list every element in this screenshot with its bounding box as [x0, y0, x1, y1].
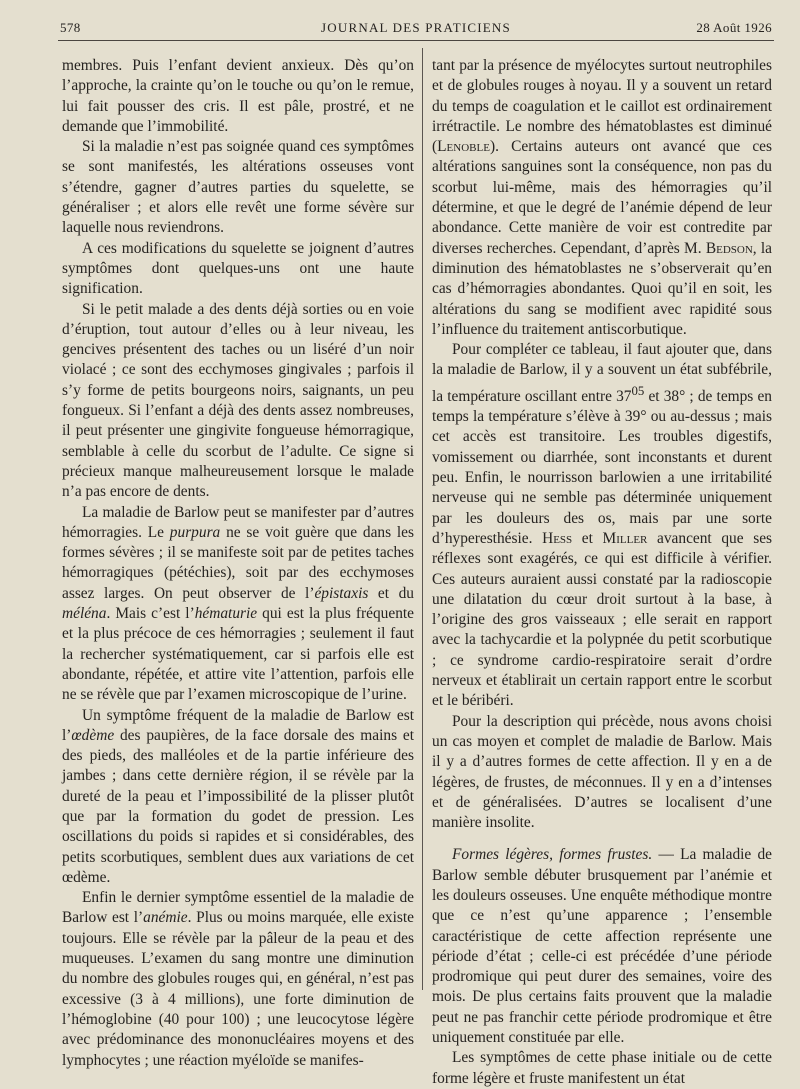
- emphasis-term: hématurie: [194, 605, 258, 623]
- emphasis-term: méléna: [62, 605, 107, 623]
- author-name: Miller: [602, 529, 648, 547]
- author-name: Hess: [542, 529, 573, 547]
- right-column: [432, 56, 772, 1089]
- text-run: Un symptôme fréquent de la maladie de Barlow est l’: [62, 706, 414, 744]
- text-run: avancent que ses réflexes sont exagérés, ce qui est difficile à vérifier. Ces auteurs auraient aussi constaté par la radioscopie une dilatation du cœur droit surtout à la base, à l’origine des gros vaisseaux ; elle serait en rapport avec la tachycardie et la polypnée du petit scorbutique ; ce syndrome cardio-respiratoire serait d’ordre nerveux et établirait un certain rapport entre le scorbut et le béribéri.: [432, 529, 773, 710]
- text-run: ne se voit guère que dans les formes sévères ; il se manifeste soit par de petites taches hémorragiques (pétéchies), soit par des ecchymoses assez larges. On peut observer de l’: [62, 523, 415, 602]
- emphasis-term: épistaxis: [314, 584, 369, 602]
- page-number: 578: [60, 20, 81, 35]
- column-divider: [422, 48, 423, 990]
- emphasis-term: œdème: [71, 726, 115, 744]
- text-run: et du: [368, 584, 414, 602]
- paragraph: Si la maladie n’est pas soignée quand ces symptômes se sont manifestés, les altérations osseuses vont s’étendre, gagner d’autres parties du squelette, se généraliser ; et alors elle revêt une forme sévère sur laquelle nous reviendrons.: [62, 138, 414, 237]
- text-run: —: [652, 846, 681, 864]
- text-run: et: [572, 529, 603, 547]
- issue-date: 28 Août 1926: [696, 20, 772, 35]
- paragraph: Pour la description qui précède, nous avons choisi un cas moyen et complet de maladie de Barlow. Mais il y a d’autres formes de cette affection. Il y en a de légères, de frustes, de méconnues. Il y en a d’intenses et de généralisées. D’autres se localisent d’une manière insolite.: [432, 712, 772, 832]
- text-run: , la diminution des hématoblastes ne s’observerait qu’en cas d’hémorragies abondantes. Quoi qu’il en soit, les altérations du sang se modifient avec rapidité sous l’influence du traitement antiscorbutique.: [432, 239, 772, 338]
- running-header: [60, 16, 772, 38]
- superscript: 05: [631, 383, 645, 398]
- journal-title: JOURNAL DES PRATICIENS: [321, 20, 511, 35]
- paragraph: [432, 56, 772, 340]
- section-title: Formes légères, formes frustes.: [452, 846, 653, 864]
- paragraph: membres. Puis l’enfant devient anxieux. Dès qu’on l’approche, la crainte qu’on le touche ou qu’on le remue, lui fait pousser des cris. Il est pâle, prostré, et ne demande que l’immobilité.: [62, 57, 414, 135]
- paragraph: [432, 845, 772, 1048]
- author-name: Bedson: [705, 239, 753, 257]
- paragraph: [62, 503, 414, 706]
- paragraph: [62, 888, 414, 1071]
- paragraph: Si le petit malade a des dents déjà sorties ou en voie d’éruption, tout autour d’elles ou à leur niveau, les gencives présentent des taches ou un liséré d’un noir violacé ; ce sont des ecchymoses gingivales ; parfois il s’y forme de petits bourgeons noirs, saignants, un peu fongueux. Si l’enfant a déjà des dents assez nombreuses, il peut présenter une gingivite fongueuse hémorragique, semblable à celle du scorbut de l’adulte. Ce signe si précieux manque malheureusement lorsque le malade n’a pas encore de dents.: [62, 300, 414, 501]
- text-run: des paupières, de la face dorsale des mains et des pieds, des malléoles et de la partie inférieure des jambes ; dans cette dernière région, il se révèle par la dureté de la peau et l’impossibilité de la plisser plutôt que par la formation du godet de pression. Les oscillations du poids si rapides et si considérables, des petits scorbutiques, semblent dues aux variations de cet œdème.: [62, 726, 414, 886]
- text-run: Enfin le dernier symptôme essentiel de la maladie de Barlow est l’: [62, 889, 414, 927]
- text-run: . Mais c’est l’: [106, 605, 195, 623]
- text-run: tant par la présence de myélocytes surtout neutrophiles et de globules rouges à noyau. Il y a souvent un retard du temps de coagulation et le caillot est ordinairement irrétractile. Le nombre des hématoblastes est diminué (: [432, 57, 772, 156]
- text-run: ). Certains auteurs ont avancé que ces altérations sanguines sont la conséquence, non pas du scorbut lui-même, mais des hémorragies qu’il détermine, et que le degré de l’anémie dépend de leur abondance. Cette manière de voir est contredite par diverses recherches. Cependant, d’après M.: [432, 138, 772, 257]
- paragraph: [432, 340, 772, 711]
- paragraph: Les symptômes de cette phase initiale ou de cette forme légère et fruste manifestent un état: [432, 1049, 772, 1087]
- emphasis-term: purpura: [169, 523, 221, 541]
- author-name: Lenoble: [437, 138, 490, 156]
- text-run: . Plus ou moins marquée, elle existe toujours. Elle se révèle par la pâleur de la peau et des muqueuses. L’examen du sang montre une diminution du nombre des globules rouges qui, en général, n’est pas excessive (3 à 4 millions), une forte diminution de l’hémoglobine (40 pour 100) ; une leucocytose légère avec prédominance des mononucléaires moyens et des lymphocytes ; une réaction myéloïde se manifes-: [62, 909, 414, 1069]
- emphasis-term: anémie: [143, 909, 188, 927]
- text-run: et 38° ; de temps en temps la température s’élève à 39° ou au-dessus ; mais cet accès est transitoire. Les troubles digestifs, vomissement ou diarrhée, sont inconstants et durent peu. Enfin, le nourrisson barlowien a une irritabilité nerveuse qui ne semble pas déterminée uniquement par les douleurs des os, mais par une sorte d’hyperesthésie.: [432, 387, 772, 547]
- text-run: La maladie de Barlow semble débuter brusquement par l’anémie et les douleurs osseuses. Une enquête méthodique montre que ce n’est qu’une apparence ; l’ensemble caractéristique de cette affection représente une période d’état ; celle-ci est précédée d’une période prodromique qui peut durer des semaines, voire des mois. De plus certains faits prouvent que la maladie peut ne pas franchir cette période prodromique et être uniquement constituée par elle.: [432, 846, 773, 1047]
- left-column: [62, 56, 414, 1071]
- paragraph: [62, 706, 414, 889]
- text-run: La maladie de Barlow peut se manifester par d’autres hémorragies. Le: [62, 503, 414, 541]
- paragraph: A ces modifications du squelette se joignent d’autres symptômes dont quelques-uns ont une haute signification.: [62, 239, 414, 298]
- text-run: qui est la plus fréquente et la plus précoce de ces hémorragies ; seulement il faut la rechercher systématiquement, car si parfois elle est abondante, répétée, et attire vite l’attention, parfois elle ne se révèle que par l’examen microscopique de l’urine.: [62, 605, 414, 704]
- text-run: Pour compléter ce tableau, il faut ajouter que, dans la maladie de Barlow, il y a souvent un état subfébrile, la température oscillant entre 37: [432, 341, 772, 405]
- header-rule: [58, 40, 774, 41]
